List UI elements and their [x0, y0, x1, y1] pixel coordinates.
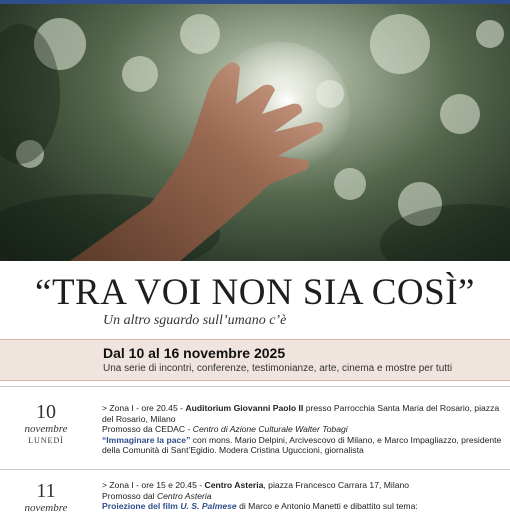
event-day-number: 10 [36, 401, 56, 423]
hero-photo-hand-reaching-to-sunlight [0, 4, 510, 261]
page-subtitle: Un altro sguardo sull’umano c’è [103, 313, 287, 328]
event-month: novembre [24, 502, 68, 514]
date-range-band [0, 339, 510, 381]
event-promoter: Centro Asteria [156, 490, 212, 501]
event-zone: > Zona I [102, 403, 134, 413]
event-details [102, 480, 506, 512]
event-venue: Centro Asteria [204, 480, 264, 490]
event-date [0, 402, 92, 446]
page-title: “TRA VOI NON SIA COSÌ” [35, 272, 475, 313]
event-details [102, 403, 506, 456]
event-promoter-prefix: Promosso dal [102, 490, 157, 501]
event-time: - ore 15 e 20.45 - [133, 480, 205, 490]
event-film-prefix: Proiezione del film [102, 501, 181, 512]
hero-photo-illustration [0, 4, 510, 261]
event-promoter: Centro di Azione Culturale Walter Tobagi [192, 424, 348, 435]
event-month: novembre [24, 423, 68, 435]
program-description: Una serie di incontri, conferenze, testimonianze, arte, cinema e mostre per tutti [103, 363, 453, 374]
event-talk-detail: con mons. Mario Delpini, Arcivescovo di Milano, e Marco Impagliazzo, presidente della Comunità di Sant’Egidio. Modera Cristina Uguccioni, giornalista [102, 434, 502, 456]
event-promoter-prefix: Promosso da CEDAC - [102, 424, 193, 435]
date-range: Dal 10 al 16 novembre 2025 [103, 345, 286, 361]
divider [0, 386, 510, 387]
divider [0, 469, 510, 470]
event-weekday: LUNEDÌ [28, 436, 64, 445]
event-day-number: 11 [36, 480, 56, 502]
event-venue-detail: , piazza Francesco Carrara 17, Milano [263, 480, 410, 490]
event-film-detail: di Marco e Antonio Manetti e dibattito sul tema: [236, 501, 418, 512]
event-venue-detail: presso Parrocchia Santa Maria del Rosario, piazza del Rosario, Milano [102, 403, 500, 424]
event-venue: Auditorium Giovanni Paolo II [185, 403, 304, 413]
event-time: - ore 20.45 - [133, 403, 186, 413]
event-talk-title: “Immaginare la pace” [102, 434, 191, 445]
event-film-title: U. S. Palmese [180, 501, 237, 512]
event-zone: > Zona I [102, 480, 134, 490]
